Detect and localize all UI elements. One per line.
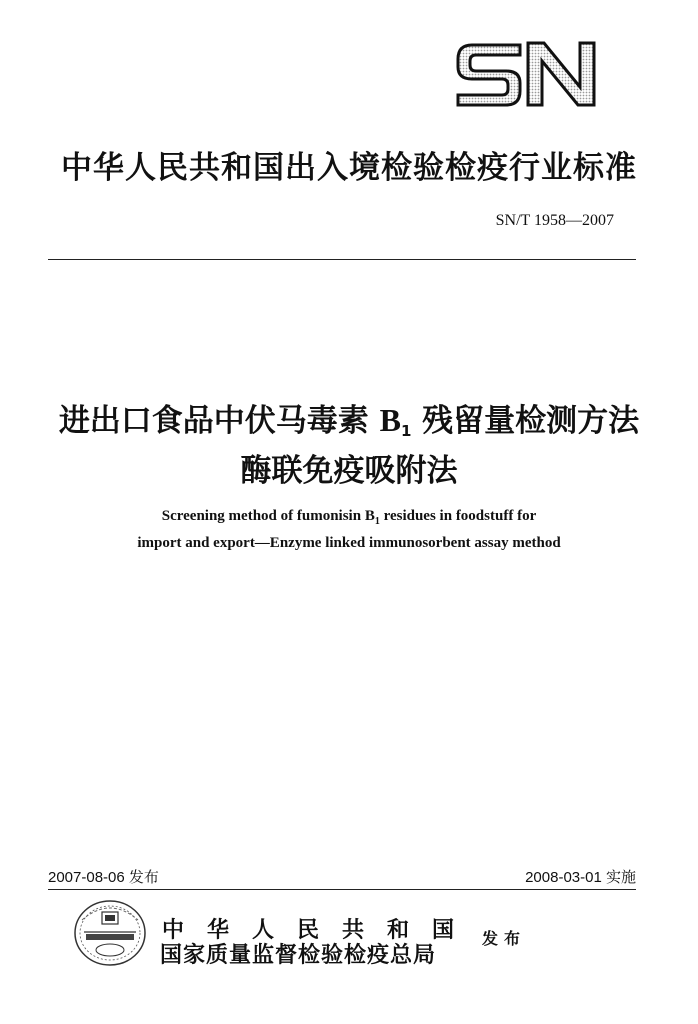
top-divider bbox=[48, 259, 636, 260]
en-title-line2: import and export—Enzyme linked immunosorbent assay method bbox=[137, 535, 561, 551]
publish-label: 发布 bbox=[482, 929, 527, 948]
en-title-line1 bbox=[0, 508, 698, 527]
zh-title-line1 bbox=[0, 395, 698, 440]
zh-title-sub: 1 bbox=[400, 422, 412, 440]
zh-title-line2: 酶联免疫吸附法 bbox=[240, 453, 458, 489]
en-title-sub: 1 bbox=[374, 516, 380, 527]
sn-logo-s bbox=[458, 45, 520, 105]
implementation-date: 2008-03-01 实施 bbox=[525, 869, 636, 886]
zh-title-suffix: 残留量检测方法 bbox=[411, 403, 640, 439]
zh-title-b: B bbox=[379, 402, 401, 438]
official-seal-icon bbox=[72, 898, 148, 968]
bottom-divider bbox=[48, 889, 636, 890]
en-title-suffix: residues in foodstuff for bbox=[379, 508, 537, 524]
standard-code: SN/T 1958—2007 bbox=[495, 212, 614, 229]
issue-date: 2007-08-06 发布 bbox=[48, 869, 159, 886]
sn-logo-n bbox=[528, 43, 594, 105]
zh-title-prefix: 进出口食品中伏马毒素 bbox=[58, 403, 380, 439]
en-title-prefix: Screening method of fumonisin B bbox=[161, 508, 375, 524]
issuer-line1: 中华人民共和国 bbox=[162, 917, 478, 943]
sn-logo bbox=[450, 37, 602, 111]
standard-organization: 中华人民共和国出入境检验检疫行业标准 bbox=[61, 150, 637, 186]
issuer-line2: 国家质量监督检验检疫总局 bbox=[160, 942, 437, 968]
